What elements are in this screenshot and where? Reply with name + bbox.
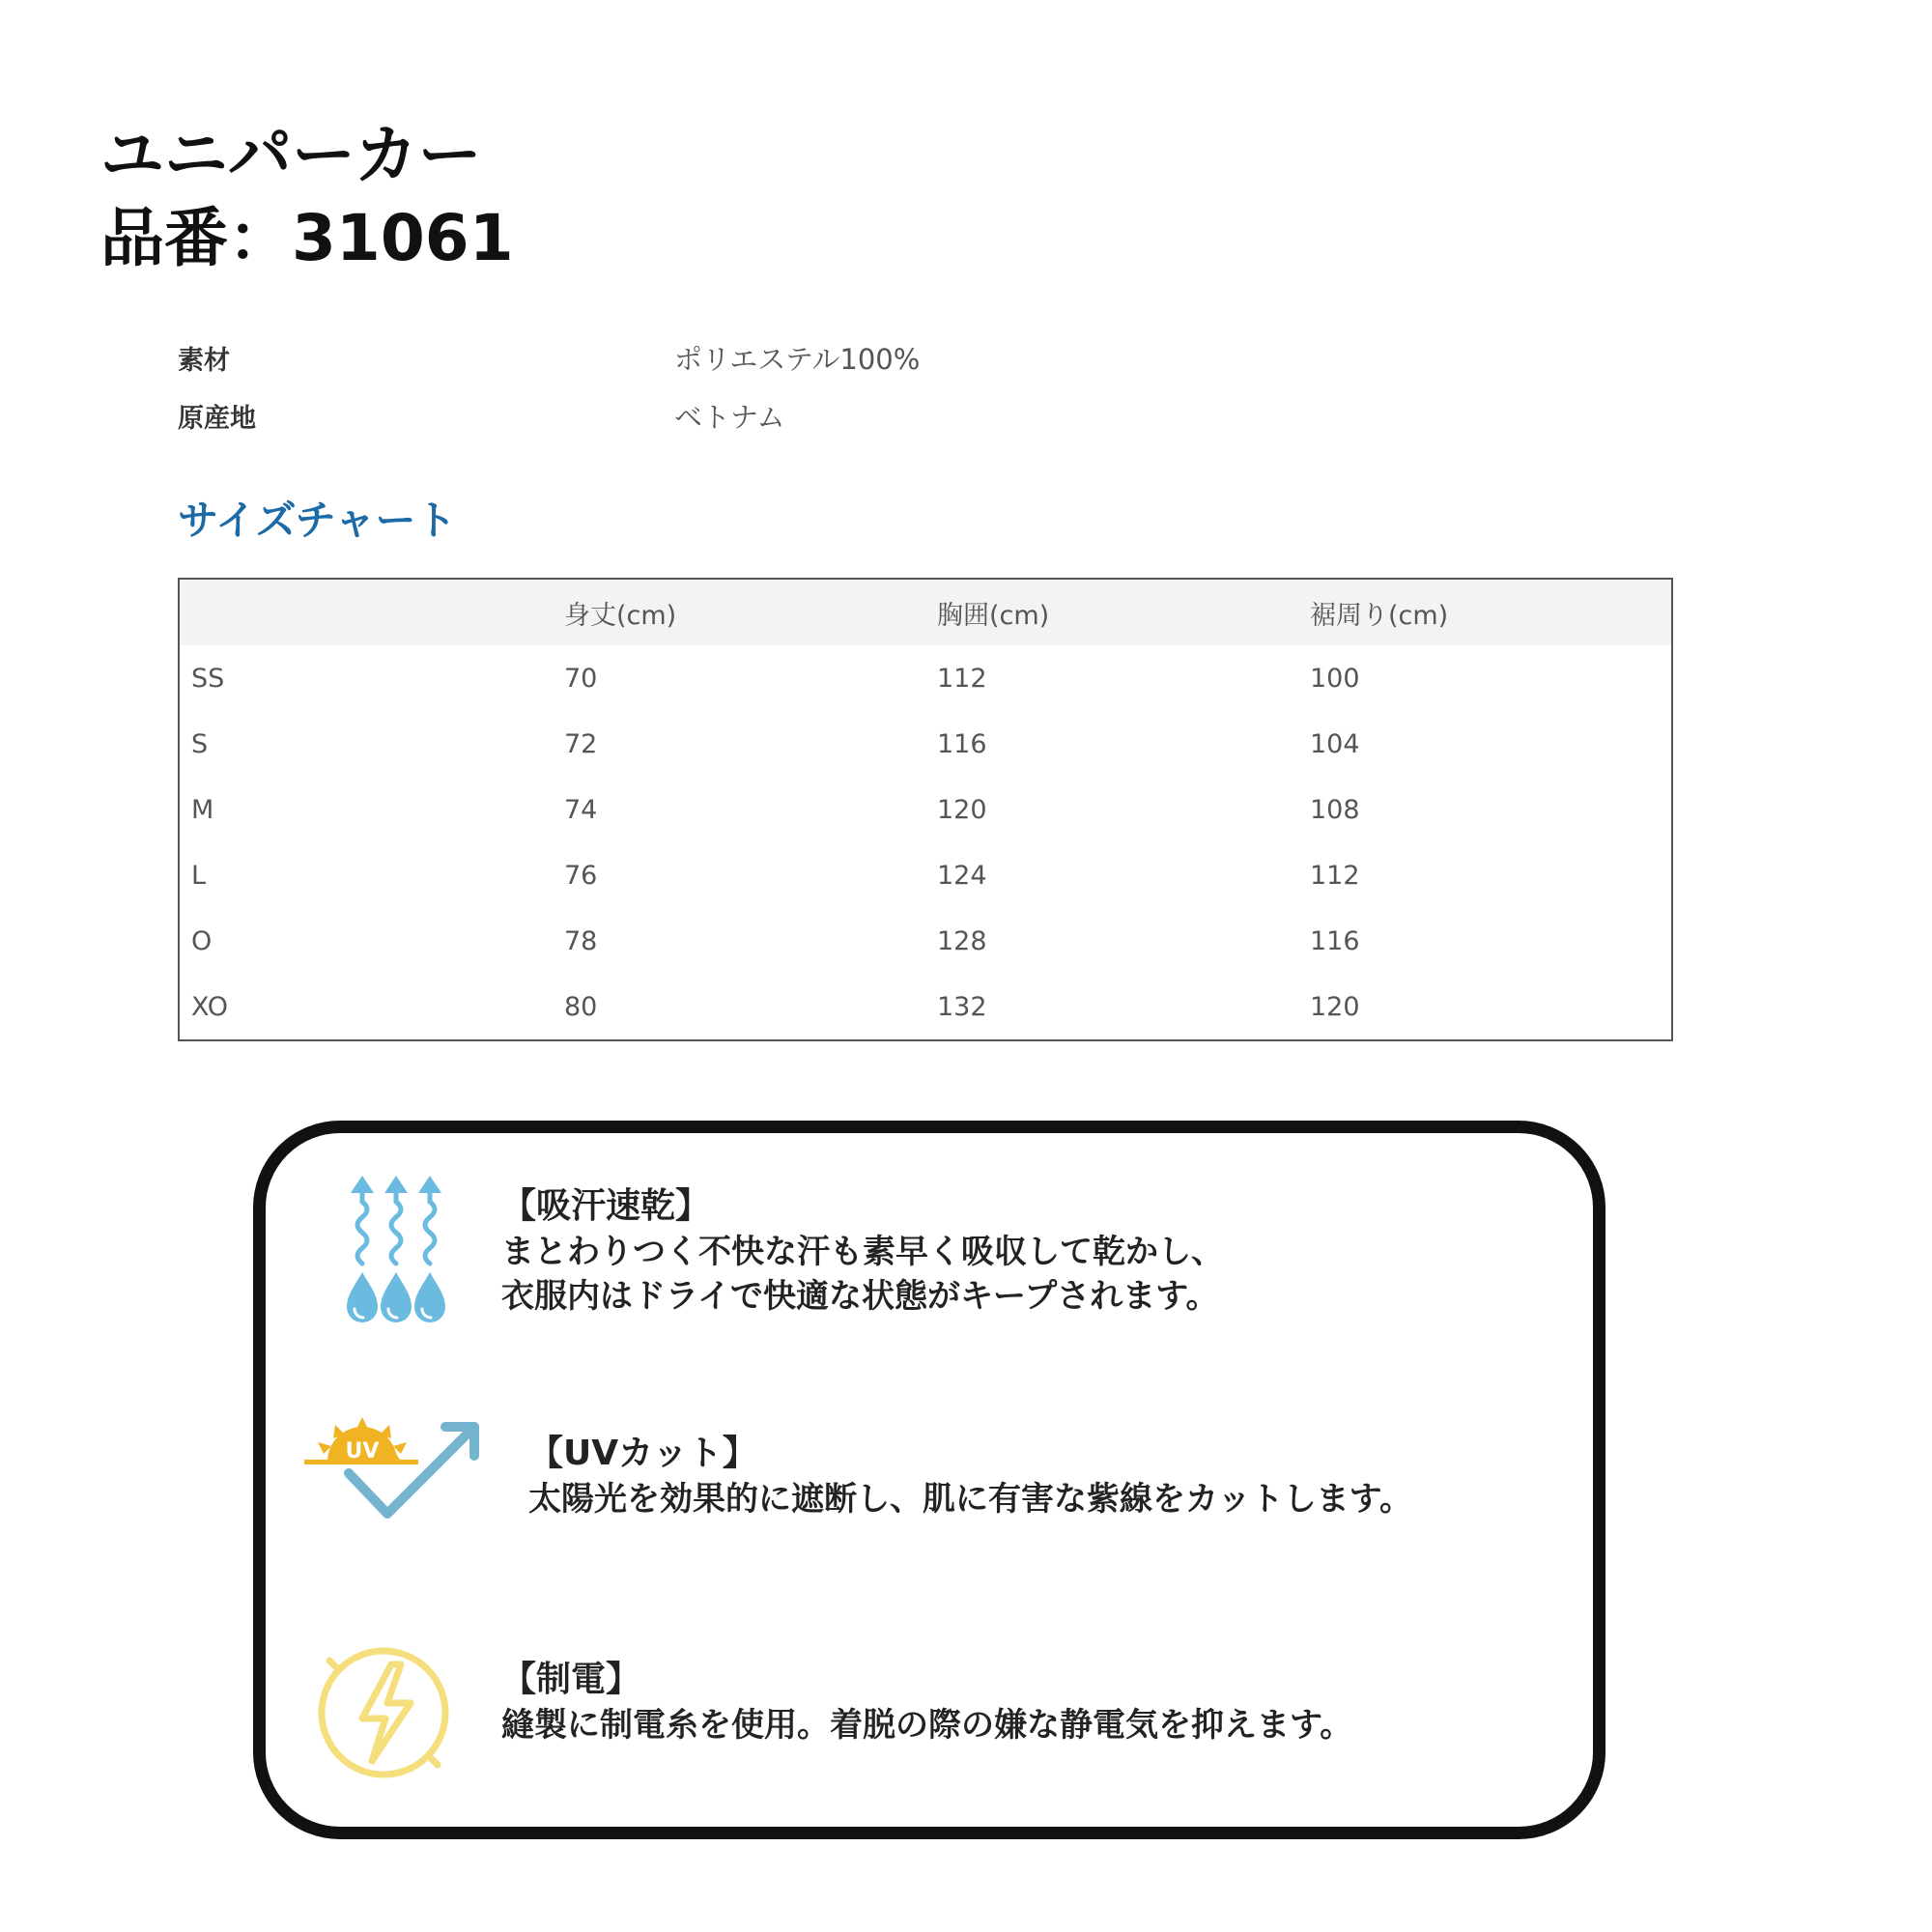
- spec-label: 原産地: [178, 403, 256, 434]
- feature-quick-dry: [501, 1183, 1224, 1319]
- hem-cell: 100: [1310, 663, 1360, 694]
- table-row: [179, 842, 1672, 908]
- spec-value: ポリエステル100%: [674, 342, 921, 376]
- sweat-drops-icon: [333, 1172, 459, 1336]
- size-cell: O: [191, 925, 213, 956]
- chest-cell: 128: [937, 925, 987, 956]
- chest-cell: 132: [937, 991, 987, 1022]
- chest-cell: 116: [937, 728, 987, 759]
- hem-cell: 112: [1310, 860, 1360, 891]
- spec-list: [178, 328, 1144, 444]
- size-chart-table: [178, 578, 1673, 1041]
- chest-cell: 120: [937, 794, 987, 825]
- uv-cut-icon: [304, 1413, 497, 1539]
- size-cell: L: [191, 860, 207, 891]
- size-cell: S: [191, 728, 209, 759]
- length-cell: 72: [564, 728, 598, 759]
- size-cell: XO: [191, 991, 229, 1022]
- length-cell: 74: [564, 794, 598, 825]
- feature-text: 衣服内はドライで快適な状態がキープされます。: [501, 1277, 1219, 1316]
- table-row: [179, 777, 1672, 842]
- feature-text: 縫製に制電糸を使用。着脱の際の嫌な静電気を抑えます。: [501, 1706, 1353, 1745]
- size-cell: M: [191, 794, 214, 825]
- chest-cell: 112: [937, 663, 987, 694]
- length-cell: 76: [564, 860, 598, 891]
- spec-value: ベトナム: [674, 400, 785, 434]
- hem-cell: 116: [1310, 925, 1360, 956]
- hem-cell: 104: [1310, 728, 1360, 759]
- size-cell: SS: [191, 663, 225, 694]
- product-code: 品番：31061: [100, 201, 514, 275]
- product-title: [100, 114, 514, 280]
- spec-row-origin: [178, 386, 1144, 444]
- size-chart-title: サイズチャート: [178, 497, 457, 544]
- feature-heading: 【吸汗速乾】: [501, 1186, 711, 1226]
- spec-label: 素材: [178, 345, 230, 376]
- table-header-row: [179, 579, 1672, 645]
- uv-label: UV: [345, 1439, 380, 1463]
- hem-cell: 108: [1310, 794, 1360, 825]
- antistatic-icon: [304, 1635, 469, 1790]
- table-row: [179, 645, 1672, 711]
- feature-antistatic: [501, 1657, 1352, 1747]
- column-header: 胸囲(cm): [925, 579, 1298, 645]
- length-cell: 80: [564, 991, 598, 1022]
- feature-text: まとわりつく不快な汗も素早く吸収して乾かし、: [501, 1233, 1224, 1271]
- feature-uv-cut: [528, 1431, 1412, 1521]
- table-row: [179, 908, 1672, 974]
- length-cell: 70: [564, 663, 598, 694]
- spec-row-material: [178, 328, 1144, 386]
- column-header: [179, 579, 553, 645]
- feature-text: 太陽光を効果的に遮断し、肌に有害な紫線をカットします。: [528, 1480, 1412, 1519]
- feature-heading: 【UVカット】: [528, 1434, 757, 1473]
- hem-cell: 120: [1310, 991, 1360, 1022]
- product-name: ユニパーカー: [100, 118, 482, 192]
- column-header: 裾周り(cm): [1298, 579, 1672, 645]
- features-box: [253, 1121, 1605, 1839]
- length-cell: 78: [564, 925, 598, 956]
- feature-heading: 【制電】: [501, 1660, 641, 1699]
- column-header: 身丈(cm): [553, 579, 925, 645]
- table-row: [179, 974, 1672, 1040]
- table-row: [179, 711, 1672, 777]
- chest-cell: 124: [937, 860, 987, 891]
